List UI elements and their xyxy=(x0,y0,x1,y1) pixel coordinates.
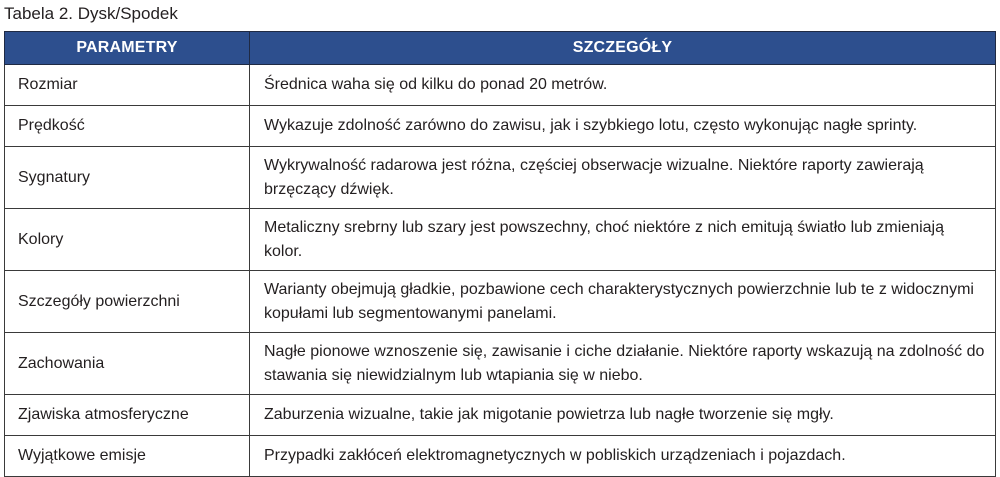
table-row xyxy=(5,395,996,436)
parameter-cell: Kolory xyxy=(5,209,250,271)
table-caption: Tabela 2. Dysk/Spodek xyxy=(4,4,178,23)
details-cell: Metaliczny srebrny lub szary jest powszechny, choć niektóre z nich emitują światło lub zmieniają kolor. xyxy=(250,209,996,271)
parameter-cell: Zjawiska atmosferyczne xyxy=(5,395,250,436)
table-row xyxy=(5,147,996,209)
parameter-cell: Prędkość xyxy=(5,106,250,147)
parameter-cell: Wyjątkowe emisje xyxy=(5,436,250,477)
parameter-cell: Sygnatury xyxy=(5,147,250,209)
parameter-cell: Szczegóły powierzchni xyxy=(5,271,250,333)
details-cell: Wykazuje zdolność zarówno do zawisu, jak i szybkiego lotu, często wykonując nagłe sprinty. xyxy=(250,106,996,147)
details-cell: Nagłe pionowe wznoszenie się, zawisanie i ciche działanie. Niektóre raporty wskazują na zdolność do stawania się niewidzialnym lub wtapiania się w niebo. xyxy=(250,333,996,395)
details-cell: Wykrywalność radarowa jest różna, częściej obserwacje wizualne. Niektóre raporty zawierają brzęczący dźwięk. xyxy=(250,147,996,209)
details-cell: Przypadki zakłóceń elektromagnetycznych w pobliskich urządzeniach i pojazdach. xyxy=(250,436,996,477)
table-row xyxy=(5,106,996,147)
table-row xyxy=(5,333,996,395)
parameter-cell: Rozmiar xyxy=(5,65,250,106)
table-row xyxy=(5,65,996,106)
column-header-details: SZCZEGÓŁY xyxy=(250,32,996,65)
details-cell: Średnica waha się od kilku do ponad 20 metrów. xyxy=(250,65,996,106)
details-cell: Warianty obejmują gładkie, pozbawione cech charakterystycznych powierzchnie lub te z widocznymi kopułami lub segmentowanymi panelami. xyxy=(250,271,996,333)
table-header-row xyxy=(5,32,996,65)
parameters-table xyxy=(4,31,996,477)
table-row xyxy=(5,271,996,333)
parameter-cell: Zachowania xyxy=(5,333,250,395)
table-row xyxy=(5,436,996,477)
table-row xyxy=(5,209,996,271)
column-header-parameters: PARAMETRY xyxy=(5,32,250,65)
details-cell: Zaburzenia wizualne, takie jak migotanie powietrza lub nagłe tworzenie się mgły. xyxy=(250,395,996,436)
